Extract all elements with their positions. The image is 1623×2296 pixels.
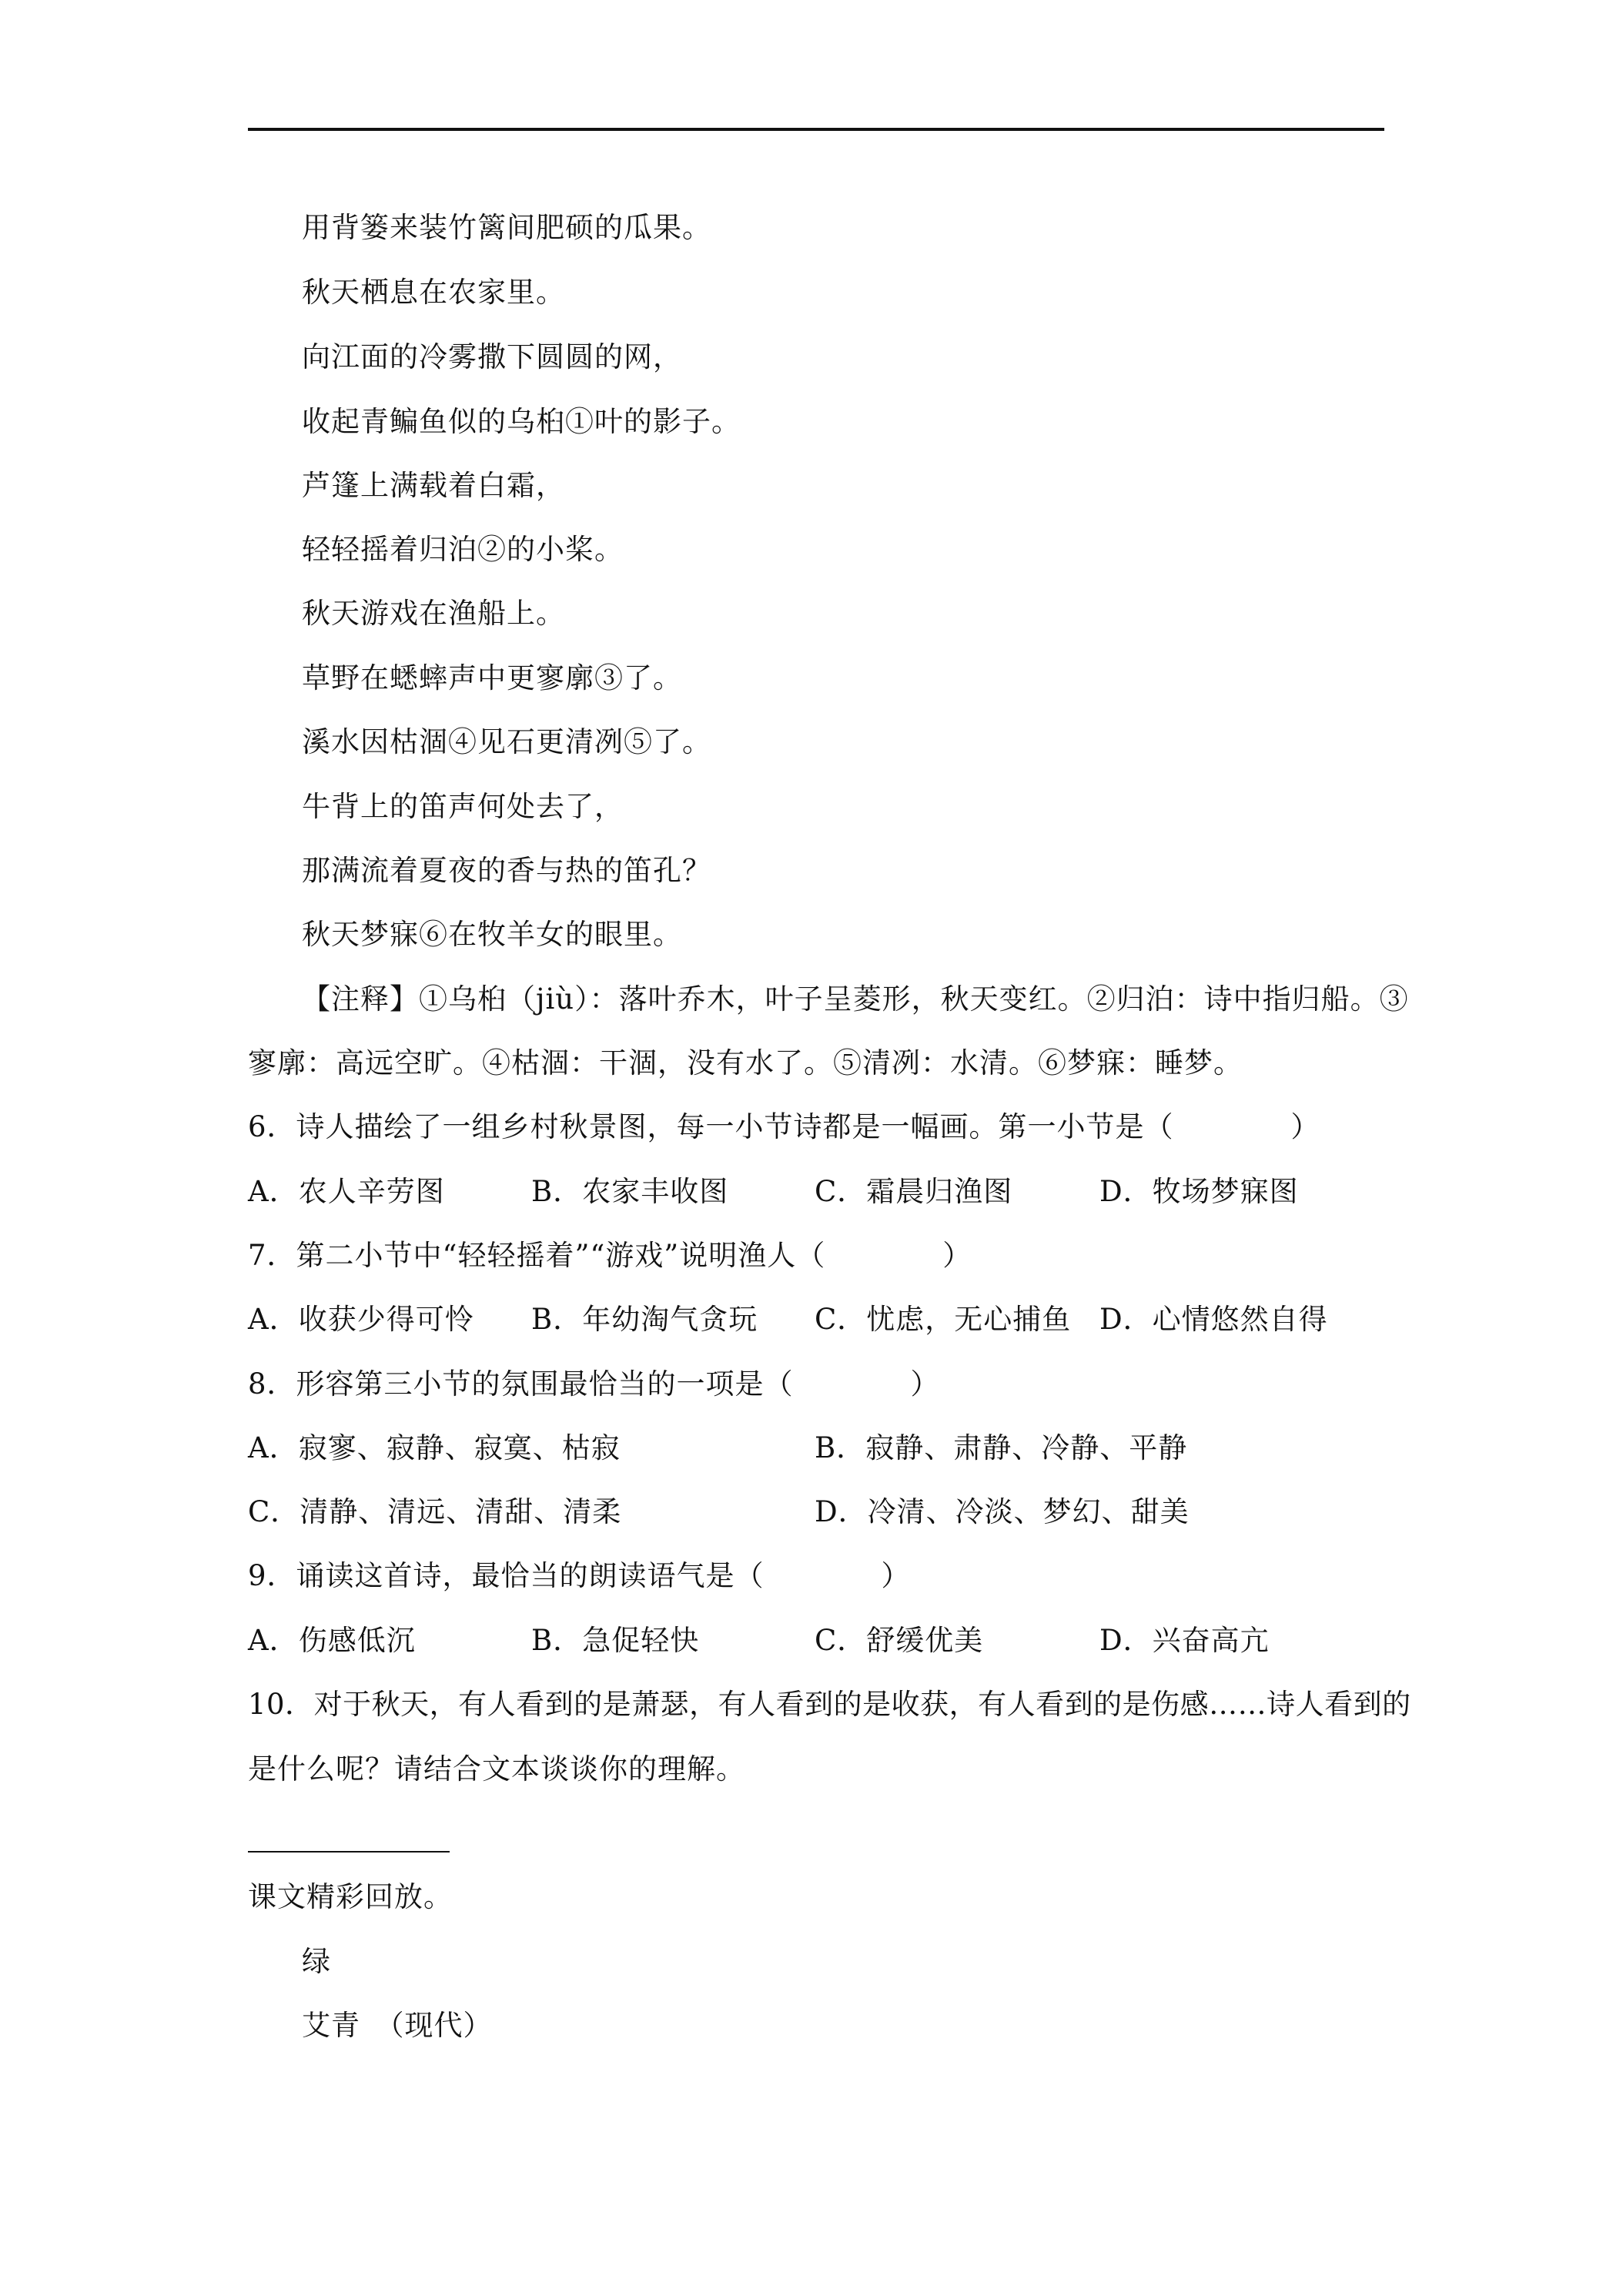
poem-line: 秋天梦寐⑥在牧羊女的眼里。 [302, 918, 682, 951]
poem-line: 芦篷上满载着白霜， [302, 469, 565, 502]
notes-line: 【注释】①乌桕（jiù）：落叶乔木，叶子呈菱形，秋天变红。②归泊：诗中指归船。③ [302, 982, 1409, 1016]
question-6: 6．诗人描绘了一组乡村秋景图，每一小节诗都是一幅画。第一小节是（ ） [248, 1110, 1320, 1143]
q6-option-c[interactable]: C．霜晨归渔图 [815, 1175, 1013, 1208]
q6-option-a[interactable]: A．农人辛劳图 [248, 1175, 445, 1208]
poem-line: 秋天游戏在渔船上。 [302, 597, 565, 630]
q6-option-d[interactable]: D．牧场梦寐图 [1099, 1175, 1299, 1208]
q7-option-c[interactable]: C．忧虑，无心捕鱼 [815, 1303, 1072, 1336]
q8-option-c[interactable]: C．清静、清远、清甜、清柔 [248, 1495, 622, 1528]
poem-author: 艾青 （现代） [302, 2009, 493, 2042]
q9-option-c[interactable]: C．舒缓优美 [815, 1624, 984, 1657]
answer-blank-line[interactable] [248, 1851, 450, 1853]
poem-line: 牛背上的笛声何处去了， [302, 790, 624, 823]
question-9: 9．诵读这首诗，最恰当的朗读语气是（ ） [248, 1559, 911, 1592]
question-10: 10．对于秋天，有人看到的是萧瑟，有人看到的是收获，有人看到的是伤感……诗人看到的 [248, 1688, 1411, 1721]
q8-option-d[interactable]: D．冷清、冷淡、梦幻、甜美 [815, 1495, 1190, 1528]
q7-option-d[interactable]: D．心情悠然自得 [1099, 1303, 1328, 1336]
q9-option-a[interactable]: A．伤感低沉 [248, 1624, 416, 1657]
section-heading: 课文精彩回放。 [248, 1880, 453, 1913]
poem-line: 轻轻摇着归泊②的小桨。 [302, 533, 624, 566]
q7-option-b[interactable]: B．年幼淘气贪玩 [531, 1303, 758, 1336]
poem-line: 秋天栖息在农家里。 [302, 276, 565, 309]
poem-line: 向江面的冷雾撒下圆圆的网， [302, 340, 682, 373]
poem-line: 那满流着夏夜的香与热的笛孔？ [302, 854, 711, 887]
poem-line: 收起青鳊鱼似的乌桕①叶的影子。 [302, 405, 741, 438]
header-rule [248, 128, 1384, 131]
q7-option-a[interactable]: A．收获少得可怜 [248, 1303, 474, 1336]
poem-line: 溪水因枯涸④见石更清冽⑤了。 [302, 725, 711, 758]
q6-option-b[interactable]: B．农家丰收图 [531, 1175, 729, 1208]
q8-option-a[interactable]: A．寂寥、寂静、寂寞、枯寂 [248, 1431, 621, 1464]
q8-option-b[interactable]: B．寂静、肃静、冷静、平静 [815, 1431, 1188, 1464]
question-7: 7．第二小节中“轻轻摇着”“游戏”说明渔人（ ） [248, 1239, 972, 1272]
q9-option-d[interactable]: D．兴奋高亢 [1099, 1624, 1270, 1657]
notes-line: 寥廓：高远空旷。④枯涸：干涸，没有水了。⑤清冽：水清。⑥梦寐：睡梦。 [248, 1046, 1243, 1079]
poem-line: 草野在蟋蟀声中更寥廓③了。 [302, 661, 682, 694]
question-10-cont: 是什么呢？请结合文本谈谈你的理解。 [248, 1752, 745, 1786]
poem-line: 用背篓来装竹篱间肥硕的瓜果。 [302, 211, 711, 244]
question-8: 8．形容第三小节的氛围最恰当的一项是（ ） [248, 1367, 940, 1401]
poem-title: 绿 [302, 1945, 331, 1978]
q9-option-b[interactable]: B．急促轻快 [531, 1624, 700, 1657]
